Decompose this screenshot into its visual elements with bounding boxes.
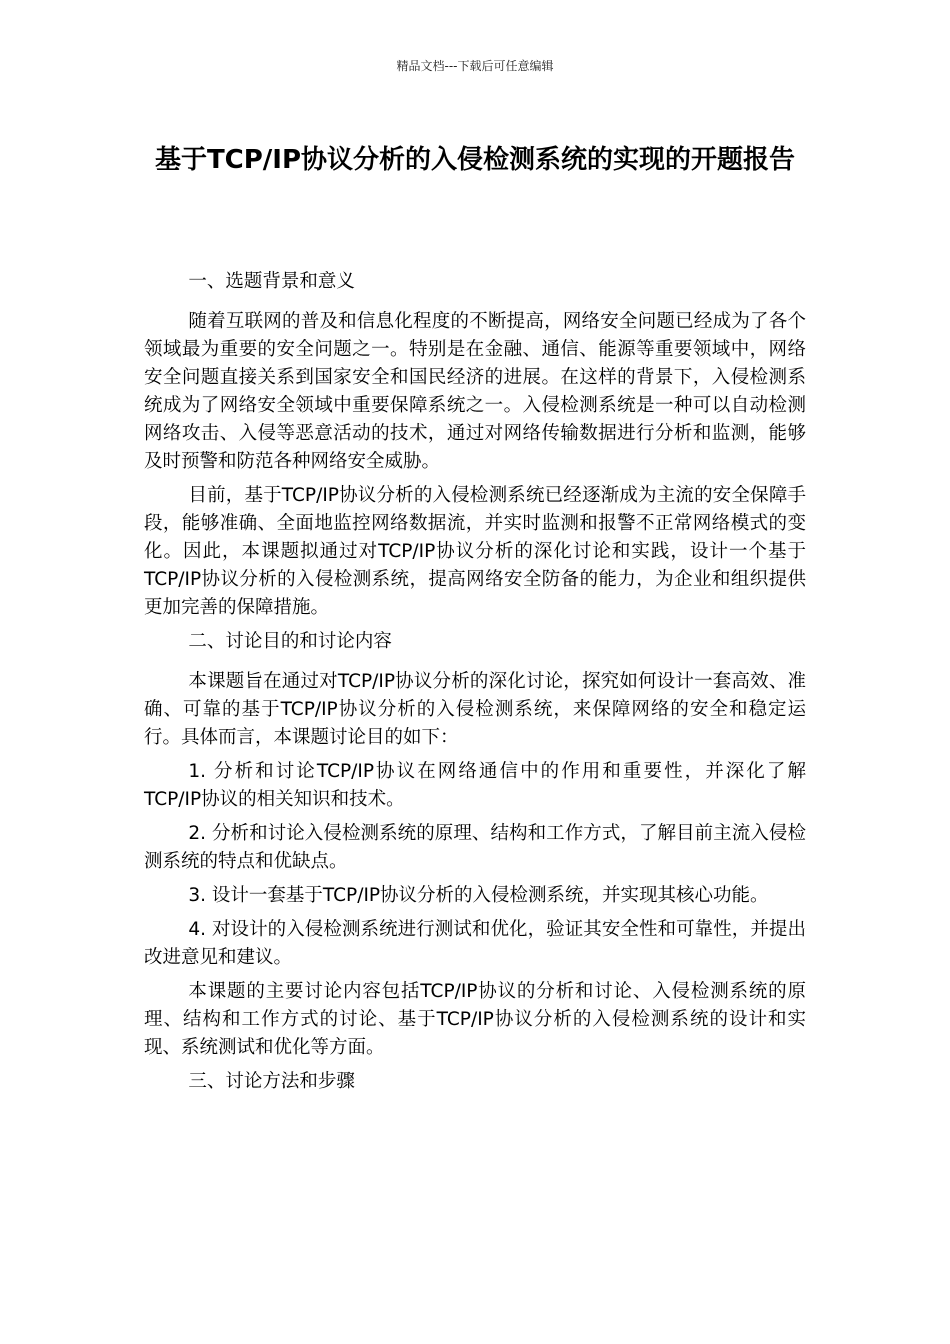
paragraph: 随着互联网的普及和信息化程度的不断提高，网络安全问题已经成为了各个领域最为重要的安全问题之一。特别是在金融、通信、能源等重要领域中，网络安全问题直接关系到国家安全和国民经济的进展。在这样的背景下，入侵检测系统成为了网络安全领域中重要保障系统之一。入侵检测系统是一种可以自动检测网络攻击、入侵等恶意活动的技术，通过对网络传输数据进行分析和监测，能够及时预警和防范各种网络安全威胁。 — [144, 311, 806, 472]
paragraph: 本课题旨在通过对TCP/IP协议分析的深化讨论，探究如何设计一套高效、准确、可靠的基于TCP/IP协议分析的入侵检测系统，来保障网络的安全和稳定运行。具体而言，本课题讨论目的如下： — [144, 671, 806, 748]
document-body — [144, 268, 806, 1108]
section-objectives — [144, 628, 806, 1062]
section-methods — [144, 1068, 806, 1096]
section-heading: 一、选题背景和意义 — [188, 271, 355, 292]
section-background — [144, 268, 806, 622]
section-heading: 二、讨论目的和讨论内容 — [188, 631, 392, 652]
list-item: 3. 设计一套基于TCP/IP协议分析的入侵检测系统，并实现其核心功能。 — [188, 885, 769, 906]
page-header: 精品文档---下载后可任意编辑 — [396, 59, 554, 73]
list-item: 1. 分析和讨论TCP/IP协议在网络通信中的作用和重要性，并深化了解TCP/IP协议的相关知识和技术。 — [144, 761, 806, 810]
list-item: 4. 对设计的入侵检测系统进行测试和优化，验证其安全性和可靠性，并提出改进意见和建议。 — [144, 919, 806, 968]
list-item: 2. 分析和讨论入侵检测系统的原理、结构和工作方式，了解目前主流入侵检测系统的特点和优缺点。 — [144, 823, 806, 872]
document-title: 基于TCP/IP协议分析的入侵检测系统的实现的开题报告 — [154, 145, 796, 175]
paragraph: 本课题的主要讨论内容包括TCP/IP协议的分析和讨论、入侵检测系统的原理、结构和工作方式的讨论、基于TCP/IP协议分析的入侵检测系统的设计和实现、系统测试和优化等方面。 — [144, 981, 806, 1058]
paragraph: 目前，基于TCP/IP协议分析的入侵检测系统已经逐渐成为主流的安全保障手段，能够准确、全面地监控网络数据流，并实时监测和报警不正常网络模式的变化。因此，本课题拟通过对TCP/IP协议分析的深化讨论和实践，设计一个基于TCP/IP协议分析的入侵检测系统，提高网络安全防备的能力，为企业和组织提供更加完善的保障措施。 — [144, 485, 806, 618]
section-heading: 三、讨论方法和步骤 — [188, 1071, 355, 1092]
